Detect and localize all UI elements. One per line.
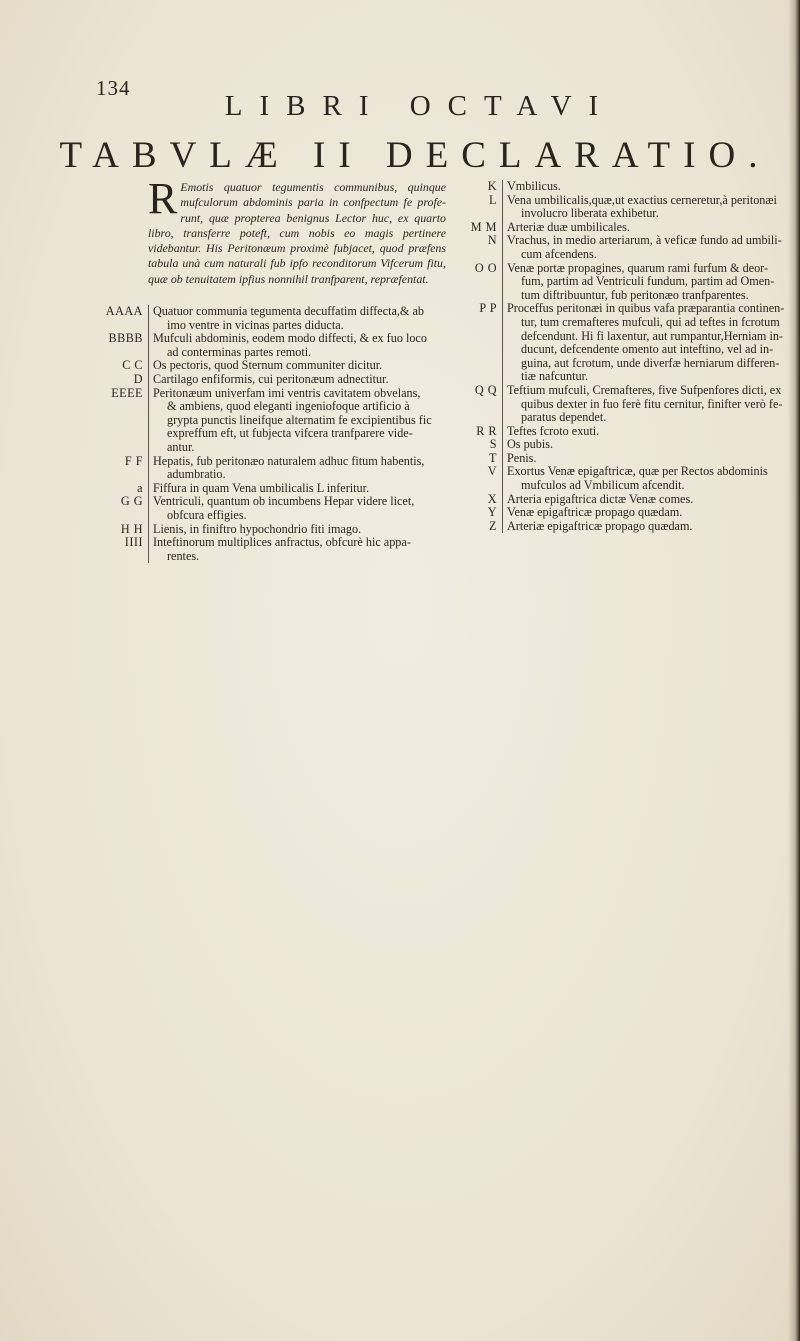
- legend-key: O O: [474, 260, 497, 275]
- legend-line: mufculos ad Vmbilicum afcendit.: [521, 478, 685, 493]
- legend-line: Vena umbilicalis,quæ,ut exactius cerneretur,à peritonæi: [507, 192, 777, 207]
- intro-line: transferre poteft, cum nobis eo magis pertinere videbantur.: [148, 225, 446, 256]
- legend-line: Hepatis, fub peritonæo naturalem adhuc fitum habentis,: [153, 453, 425, 468]
- legend-entry: [460, 425, 794, 439]
- legend-entry: [96, 373, 450, 387]
- legend-line: expreffum eft, ut fubjecta vifcera tranfparere vide-: [167, 426, 413, 441]
- legend-line: involucro liberata exhibetur.: [521, 206, 659, 221]
- legend-description: [502, 493, 794, 507]
- legend-line: tiæ nafcuntur.: [521, 369, 589, 384]
- legend-key: H H: [120, 521, 143, 536]
- running-head: LIBRI OCTAVI: [224, 90, 616, 122]
- legend-line: Teftium mufculi, Cremafteres, five Sufpenfores dicti, ex: [507, 382, 782, 397]
- legend-key: D: [133, 372, 143, 387]
- legend-description: [148, 495, 450, 522]
- legend-line: antur.: [167, 440, 195, 455]
- legend-description: [148, 359, 450, 373]
- legend-description: [502, 384, 794, 425]
- legend-line: Os pubis.: [507, 437, 554, 452]
- legend-key: T: [489, 450, 497, 465]
- legend-description: [148, 373, 450, 387]
- legend-line: Mufculi abdominis, eodem modo diffecti, & ex fuo loco: [153, 331, 427, 346]
- legend-description: [148, 482, 450, 496]
- legend-key: N: [487, 233, 497, 248]
- page-number: 134: [96, 76, 131, 100]
- legend-entry: [460, 506, 794, 520]
- left-column: [96, 174, 450, 563]
- legend-line: ad conterminas partes remoti.: [167, 344, 312, 359]
- legend-line: Quatuor communia tegumenta decuffatim diffecta,& ab: [153, 304, 424, 319]
- legend-line: Arteriæ duæ umbilicales.: [507, 219, 630, 234]
- legend-line: Arteria epigaftrica dictæ Venæ comes.: [507, 491, 694, 506]
- legend-line: ducunt, defcendente omento aut inteftino, vel ad in-: [521, 342, 774, 357]
- right-legend-list: [460, 180, 794, 533]
- legend-line: Penis.: [507, 450, 537, 465]
- legend-line: Ventriculi, quantum ob incumbens Hepar videre licet,: [153, 494, 415, 509]
- legend-entry: [460, 520, 794, 534]
- legend-key: V: [487, 464, 497, 479]
- legend-description: [148, 305, 450, 332]
- legend-entry: [96, 332, 450, 359]
- legend-line: defcendunt. Hi fi laxentur, aut rumpantur,Herniam in-: [521, 328, 783, 343]
- legend-entry: [96, 305, 450, 332]
- legend-line: Fiffura in quam Vena umbilicalis L inferitur.: [153, 480, 370, 495]
- intro-paragraph: [148, 174, 450, 287]
- legend-line: paratus dependet.: [521, 410, 607, 425]
- legend-line: tum diftribuuntur, fub peritonæo tranfparentes.: [521, 287, 749, 302]
- intro-line: ob tenuitatem ipfius nonnihil tranfparent, repræfentat.: [170, 271, 429, 286]
- legend-line: Os pectoris, quod Sternum communiter dicitur.: [153, 358, 383, 373]
- legend-description: [148, 332, 450, 359]
- legend-description: [502, 520, 794, 534]
- legend-description: [502, 452, 794, 466]
- drop-cap: R: [148, 174, 178, 223]
- legend-description: [148, 455, 450, 482]
- legend-line: obfcura effigies.: [167, 507, 247, 522]
- legend-key: a: [137, 480, 143, 495]
- legend-key: EEEE: [111, 385, 143, 400]
- legend-entry: [460, 180, 794, 194]
- legend-line: Proceffus peritonæi in quibus vafa præparantia continen-: [507, 301, 785, 316]
- legend-line: Venæ portæ propagines, quarum rami furfum & deor-: [507, 260, 769, 275]
- legend-entry: [96, 495, 450, 522]
- legend-key: R R: [476, 423, 497, 438]
- legend-entry: [460, 194, 794, 221]
- legend-description: [502, 194, 794, 221]
- legend-description: [502, 302, 794, 384]
- page-title: TABVLÆ II DECLARATIO.: [59, 135, 771, 176]
- legend-description: [502, 465, 794, 492]
- legend-line: Venæ epigaftricæ propago quædam.: [507, 505, 683, 520]
- legend-line: Vmbilicus.: [507, 179, 561, 193]
- legend-description: [148, 523, 450, 537]
- legend-line: Inteftinorum multiplices anfractus, obfcurè hic appa-: [153, 535, 411, 550]
- legend-entry: [460, 438, 794, 452]
- legend-description: [502, 180, 794, 194]
- legend-line: quibus dexter in fuo ferè fitu cernitur, finifter verò fe-: [521, 396, 783, 411]
- intro-line: runt, quæ propterea benignus Lector huc, ex quarto libro,: [148, 210, 446, 240]
- intro-line: His Peritonæum proximè fubjacet, quod præfens tabula: [148, 241, 446, 271]
- legend-entry: [460, 221, 794, 235]
- legend-key: Z: [489, 518, 497, 533]
- legend-description: [502, 221, 794, 235]
- legend-key: Y: [487, 505, 497, 520]
- legend-description: [148, 536, 450, 563]
- legend-line: Cartilago enfiformis, cui peritonæum adnectitur.: [153, 372, 389, 387]
- legend-line: guina, aut fcrotum, unde diverfæ herniarum differen-: [521, 355, 780, 370]
- legend-key: G G: [120, 494, 143, 509]
- legend-line: fum, partim ad Ventriculi fundum, partim ad Omen-: [521, 274, 775, 289]
- legend-description: [502, 262, 794, 303]
- legend-line: Teftes fcroto exuti.: [507, 423, 600, 438]
- legend-entry: [460, 384, 794, 425]
- legend-entry: [96, 455, 450, 482]
- legend-entry: [460, 262, 794, 303]
- legend-key: L: [489, 192, 497, 207]
- legend-entry: [460, 465, 794, 492]
- legend-key: C C: [122, 358, 143, 373]
- intro-line: mufculorum abdominis paria in confpectum fe profe-: [180, 195, 446, 210]
- legend-entry: [460, 493, 794, 507]
- legend-line: rentes.: [167, 548, 200, 563]
- legend-line: grypta punctis lineifque alternatim fe excipientibus fic: [167, 412, 432, 427]
- legend-line: cum afcendens.: [521, 246, 597, 261]
- legend-description: [502, 425, 794, 439]
- legend-key: P P: [479, 301, 497, 316]
- legend-line: & ambiens, quod eleganti ingeniofoque artificio à: [167, 399, 410, 414]
- intro-line: Emotis quatuor tegumentis communibus, quinque: [180, 180, 446, 194]
- legend-key: F F: [124, 453, 143, 468]
- legend-line: Vrachus, in medio arteriarum, à veficæ fundo ad umbili-: [507, 233, 782, 248]
- legend-key: AAAA: [105, 304, 143, 319]
- legend-entry: [96, 482, 450, 496]
- legend-line: Peritonæum univerfam imi ventris cavitatem obvelans,: [153, 385, 421, 400]
- intro-line: unà cum naturali fub ipfo reconditorum Vifcerum fitu, quæ: [148, 256, 446, 286]
- legend-line: Exortus Venæ epigaftricæ, quæ per Rectos abdominis: [507, 464, 768, 479]
- legend-line: imo ventre in vicinas partes diducta.: [167, 317, 344, 332]
- legend-entry: [96, 359, 450, 373]
- legend-line: Lienis, in finiftro hypochondrio fiti imago.: [153, 521, 362, 536]
- legend-line: Arteriæ epigaftricæ propago quædam.: [507, 518, 693, 533]
- legend-line: adumbratio.: [167, 467, 226, 482]
- legend-key: K: [487, 179, 497, 193]
- legend-key: S: [489, 437, 497, 452]
- legend-line: tur, tum cremafteres mufculi, qui ad teftes in fcrotum: [521, 314, 780, 329]
- legend-entry: [460, 452, 794, 466]
- legend-key: BBBB: [108, 331, 143, 346]
- legend-key: Q Q: [474, 382, 497, 397]
- legend-key: IIII: [124, 535, 143, 550]
- legend-entry: [96, 523, 450, 537]
- legend-entry: [96, 536, 450, 563]
- left-legend-list: [96, 305, 450, 563]
- right-column: [460, 180, 794, 533]
- legend-entry: [460, 302, 794, 384]
- legend-entry: [460, 234, 794, 261]
- legend-key: X: [487, 491, 497, 506]
- legend-description: [148, 387, 450, 455]
- legend-description: [502, 234, 794, 261]
- legend-entry: [96, 387, 450, 455]
- legend-description: [502, 438, 794, 452]
- legend-description: [502, 506, 794, 520]
- legend-key: M M: [470, 219, 497, 234]
